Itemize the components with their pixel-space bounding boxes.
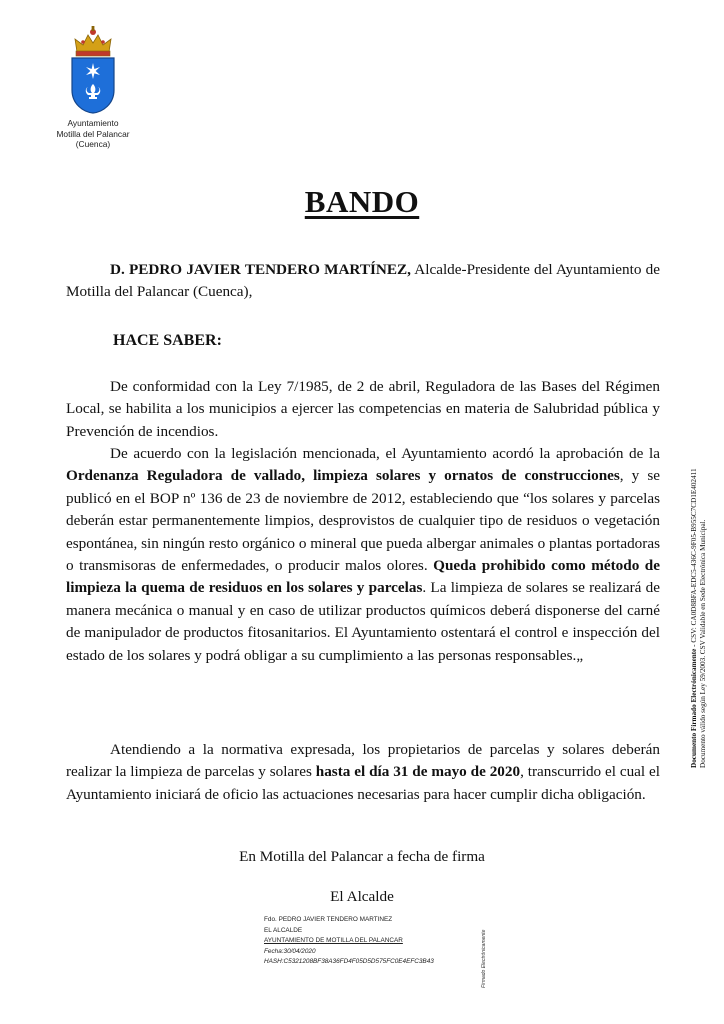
document-title: BANDO: [304, 184, 420, 219]
signature-hash: HASH:C5321208BF38A36FD4F05D5D575FC0E4EFC3B43: [264, 958, 434, 966]
side-note-line-1: [690, 408, 699, 768]
closing-line: En Motilla del Palancar a fecha de firma: [239, 848, 485, 865]
side-note-bold: Documento Firmado Electrónicamente: [690, 648, 698, 768]
side-note-csv: - CSV: CA0D8BFA-EDC5-436C-9F05-B955C7CD1E402411: [690, 468, 698, 649]
mayor-name: D. PEDRO JAVIER TENDERO MARTÍNEZ,: [110, 261, 411, 278]
signature-org: AYUNTAMIENTO DE MOTILLA DEL PALANCAR: [264, 937, 403, 945]
signature-date: Fecha:30/04/2020: [264, 947, 316, 955]
logo-line-2: Motilla del Palancar: [56, 128, 130, 139]
side-note-line-2: Documento válido según Ley 59/2003. CSV Validable en Sede Electrónica Municipal.: [699, 519, 707, 768]
deadline-text: hasta el día 31 de mayo de 2020: [315, 763, 521, 781]
ordinance-name: Ordenanza Reguladora de vallado, limpieza solares y ornatos de construcciones: [66, 467, 620, 485]
paragraph-3: [66, 739, 660, 806]
signature-role: EL ALCALDE: [264, 926, 303, 934]
p3-text-a: Atendiendo a la normativa expresada, los propietarios de parcelas y solares deberán realizar la limpieza de parcelas y solares: [66, 741, 660, 781]
signature-name: Fdo. PEDRO JAVIER TENDERO MARTINEZ: [264, 916, 393, 923]
logo-line-3: (Cuenca): [75, 139, 111, 149]
p2-text-e: . La limpieza de solares se realizará de manera mecánica o manual y en caso de utilizar productos químicos deberá disponerse del carné de manipulador de productos fitosanitarios. El Ayuntamiento ostentará el control e inspección del estado de los solares y podrá obligar a su cumplimiento a las personas responsables.„: [66, 579, 660, 664]
p2-text-c: , y se publicó en el BOP nº 136 de 23 de noviembre de 2012, estableciendo que “los solares y parcelas deberán estar permanentemente limpios, desprovistos de cualquier tipo de residuos o vegetación espontánea, sin ningún resto orgánico o mineral que pueda albergar animales o plantas portadoras o transmisoras de enfermedades, o producir malos olores.: [66, 467, 661, 575]
prohibition-text: Queda prohibido como método de limpieza la quema de residuos en los solares y parcelas: [66, 557, 660, 597]
p3-text-c: , transcurrido el cual el Ayuntamiento iniciará de oficio las actuaciones necesarias para hacer cumplir dicha obligación.: [66, 763, 660, 803]
signature-block: [264, 915, 476, 968]
hace-saber-heading: HACE SABER:: [113, 332, 222, 349]
paragraph-1: De conformidad con la Ley 7/1985, de 2 de abril, Reguladora de las Bases del Régimen Local, se habilita a los municipios a ejercer las competencias en materia de Salubridad pública y Prevención de incendios.: [66, 378, 660, 440]
coat-of-arms-icon: [67, 26, 119, 114]
intro-paragraph: [66, 259, 660, 304]
signature-vertical-label: Firmado Electrónicamente: [481, 929, 487, 988]
logo-caption: [54, 118, 132, 150]
p2-text-a: De acuerdo con la legislación mencionada, el Ayuntamiento acordó la aprobación de la: [110, 445, 660, 462]
side-verification-note: [690, 408, 708, 768]
intro-rest: Alcalde-Presidente del Ayuntamiento de Motilla del Palancar (Cuenca),: [66, 261, 660, 301]
logo-line-1: Ayuntamiento: [67, 118, 119, 128]
signer-title: El Alcalde: [330, 888, 394, 905]
municipal-logo: [54, 26, 132, 150]
paragraph-2: [66, 443, 660, 667]
